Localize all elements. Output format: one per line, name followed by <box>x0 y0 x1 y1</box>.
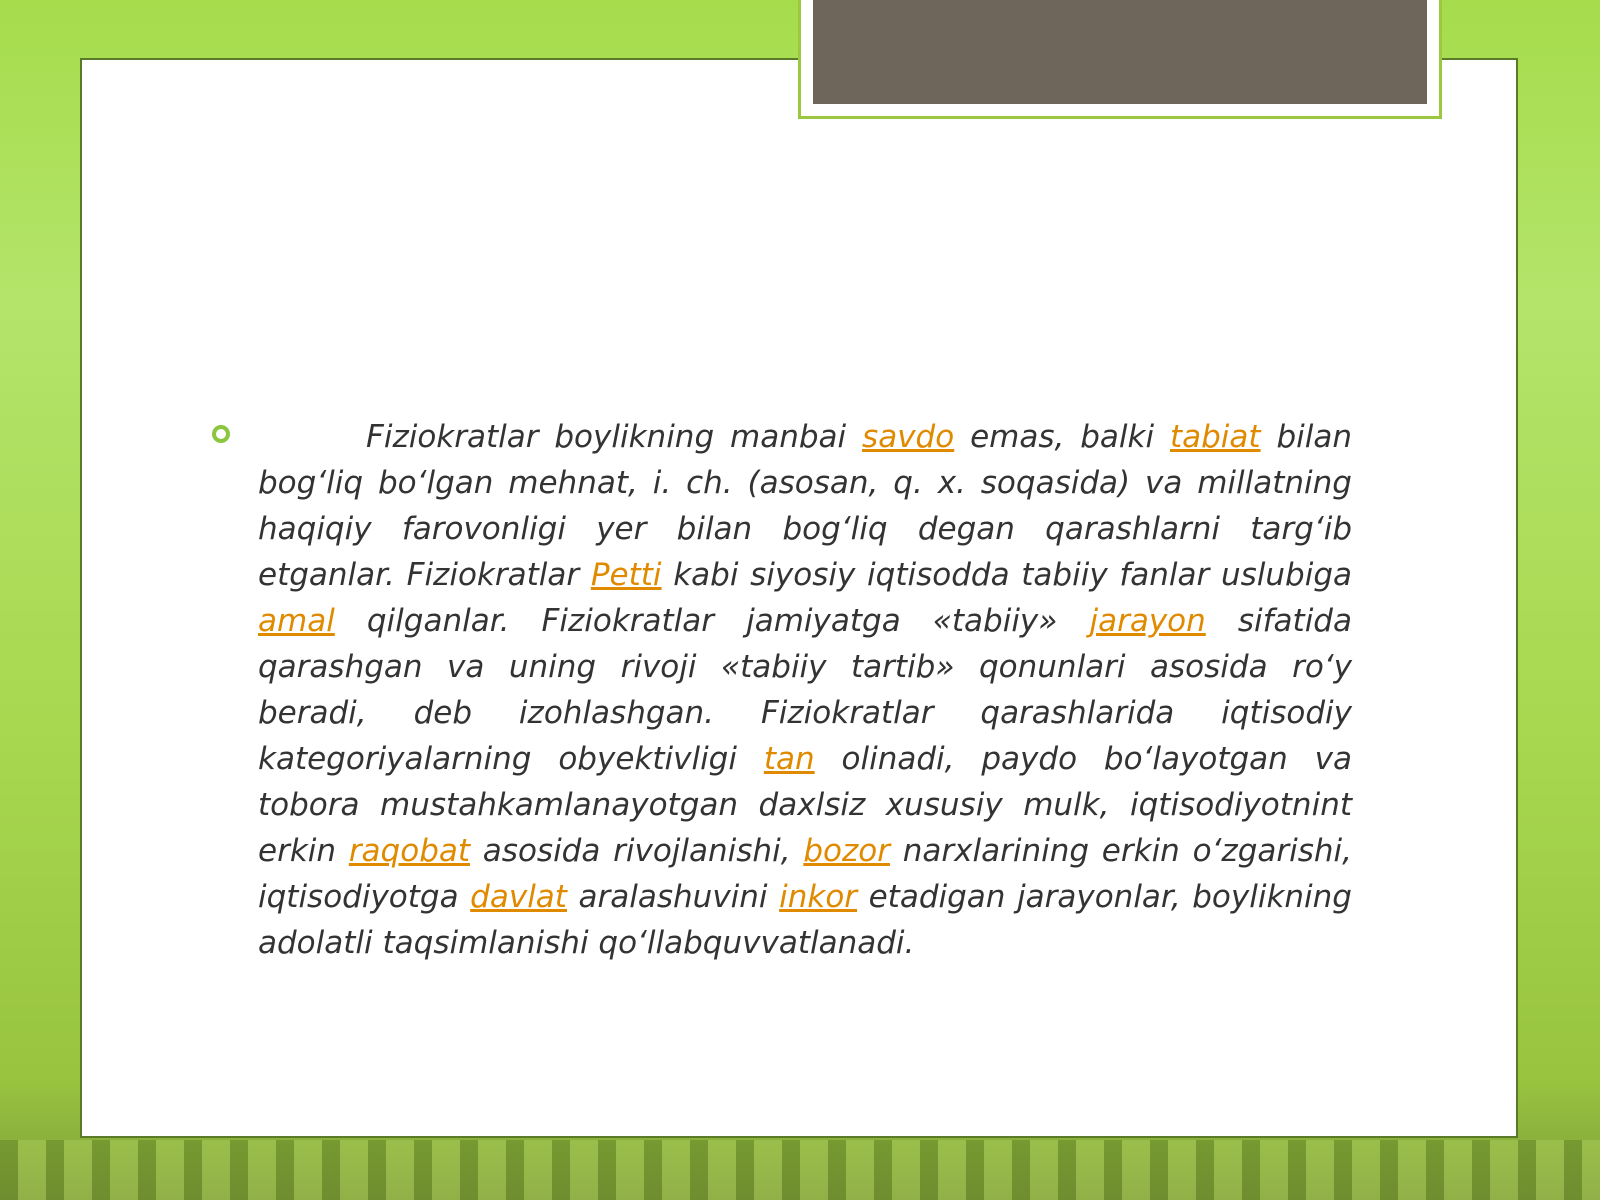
title-placeholder-box <box>813 0 1427 104</box>
segment-18: aralashuvini <box>566 879 780 915</box>
segment-10: sifatida qarashgan va uning rivoji «tabiiy tartib» qonunlari asosida roʻy beradi, deb izohlashgan. Fiziokratlar qarashlarida iqtisodiy kategoriyalarning obyektivligi <box>258 603 1352 777</box>
segment-0: Fiziokratlar boylikning manbai <box>366 419 863 455</box>
link-petti[interactable]: Petti <box>590 557 662 593</box>
link-tan[interactable]: tan <box>763 741 815 777</box>
segment-6: kabi siyosiy iqtisodda tabiiy fanlar uslubiga <box>661 557 1352 593</box>
segment-4: bilan bogʻliq boʻlgan mehnat, i. ch. (asosan, q. x. soqasida) va millatning haqiqiy farovonligi yer bilan bogʻliq degan qarashlarni targʻib etganlar. Fiziokratlar <box>258 419 1352 593</box>
link-raqobat[interactable]: raqobat <box>348 833 471 869</box>
link-savdo[interactable]: savdo <box>862 419 955 455</box>
segment-14: asosida rivojlanishi, <box>470 833 804 869</box>
segment-20: etadigan jarayonlar, boylikning adolatli taqsimlanishi qoʻllabquvvatlanadi. <box>258 879 1352 961</box>
background-stripes <box>0 1140 1600 1200</box>
link-amal[interactable]: amal <box>258 603 335 639</box>
link-bozor[interactable]: bozor <box>803 833 890 869</box>
segment-2: emas, balki <box>954 419 1170 455</box>
link-davlat[interactable]: davlat <box>470 879 567 915</box>
link-tabiat[interactable]: tabiat <box>1169 419 1261 455</box>
segment-12: olinadi, paydo boʻlayotgan va tobora mustahkamlanayotgan daxlsiz xususiy mulk, iqtisodiyotnint erkin <box>258 741 1352 869</box>
segment-8: qilganlar. Fiziokratlar jamiyatga «tabiiy» <box>334 603 1090 639</box>
body-paragraph <box>258 414 1352 966</box>
link-inkor[interactable]: inkor <box>779 879 858 915</box>
link-jarayon[interactable]: jarayon <box>1089 603 1206 639</box>
segment-16: narxlarining erkin oʻzgarishi, iqtisodiyotga <box>258 833 1352 915</box>
bullet-circle-icon <box>212 425 230 443</box>
